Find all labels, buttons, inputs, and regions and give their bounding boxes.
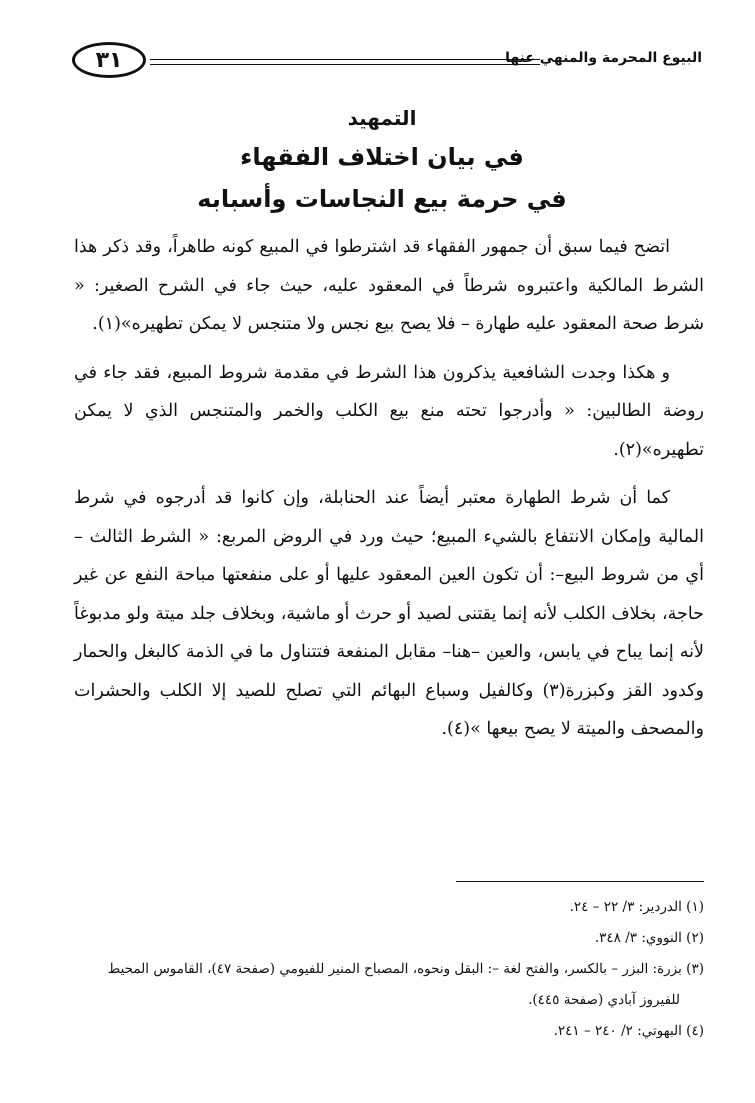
preface-heading: التمهيد [347, 106, 417, 130]
footnote-4: (٤) البهوتي: ٢/ ٢٤٠ – ٢٤١. [553, 1023, 704, 1039]
paragraph: و هكذا وجدت الشافعية يذكرون هذا الشرط في مقدمة شروط المبيع، فقد جاء في روضة الطالبين: « وأدرجوا تحته منع بيع الكلب والخمر والمتنجس الذي لا يمكن تطهيره»(٢). [74, 362, 704, 460]
chapter-title-line-1: في بيان اختلاف الفقهاء [240, 143, 524, 171]
footnote-2: (٢) النووي: ٣/ ٣٤٨. [594, 930, 704, 946]
paragraph: كما أن شرط الطهارة معتبر أيضاً عند الحنابلة، وإن كانوا قد أدرجوه في شرط المالية وإمكان الانتفاع بالشيء المبيع؛ حيث ورد في الروض المربع: « الشرط الثالث – أي من شروط البيع–: أن تكون العين المعقود عليها أو على منفعتها مباحة النفع عن غير حاجة، بخلاف الكلب لأنه إنما يقتنى لصيد أو حرث أو ماشية، وبخلاف جلد ميتة ولو مدبوغاً لأنه إنما يباح في يابس، والعين –هنا– مقابل المنفعة فتتناول ما في الذمة كالبغل والحمار وكدود القز وكبزرة(٣) وكالفيل وسباع البهائم التي تصلح للصيد إلا الكلب والحشرات والمصحف والميتة لا يصح بيعها »(٤). [74, 488, 704, 739]
page-number: ٣١ [72, 42, 146, 78]
footnote-3-continuation: للفيروز آبادي (صفحة ٤٤٥). [528, 992, 680, 1008]
footnote-separator [456, 881, 704, 882]
header-rule [150, 59, 540, 60]
body-text [74, 228, 704, 759]
footnote-1: (١) الدردير: ٣/ ٢٢ – ٢٤. [569, 899, 704, 915]
header-rule [150, 64, 540, 65]
paragraph: اتضح فيما سبق أن جمهور الفقهاء قد اشترطوا في المبيع كونه طاهراً، وقد ذكر هذا الشرط المالكية واعتبروه شرطاً في المعقود عليه، حيث جاء في الشرح الصغير: « شرط صحة المعقود عليه طهارة – فلا يصح بيع نجس ولا متنجس لا يمكن تطهيره»(١). [74, 237, 704, 334]
footnote-3: (٣) بزرة: البزر – بالكسر، والفتح لغة –: البقل ونحوه، المصباح المنير للفيومي (صفحة ٤٧)، القاموس المحيط [107, 961, 704, 977]
footnotes [74, 892, 704, 1047]
chapter-headings [70, 100, 694, 220]
page-header [62, 40, 702, 84]
chapter-title-line-2: في حرمة بيع النجاسات وأسبابه [197, 185, 567, 213]
running-title: البيوع المحرمة والمنهي عنها [505, 50, 702, 66]
